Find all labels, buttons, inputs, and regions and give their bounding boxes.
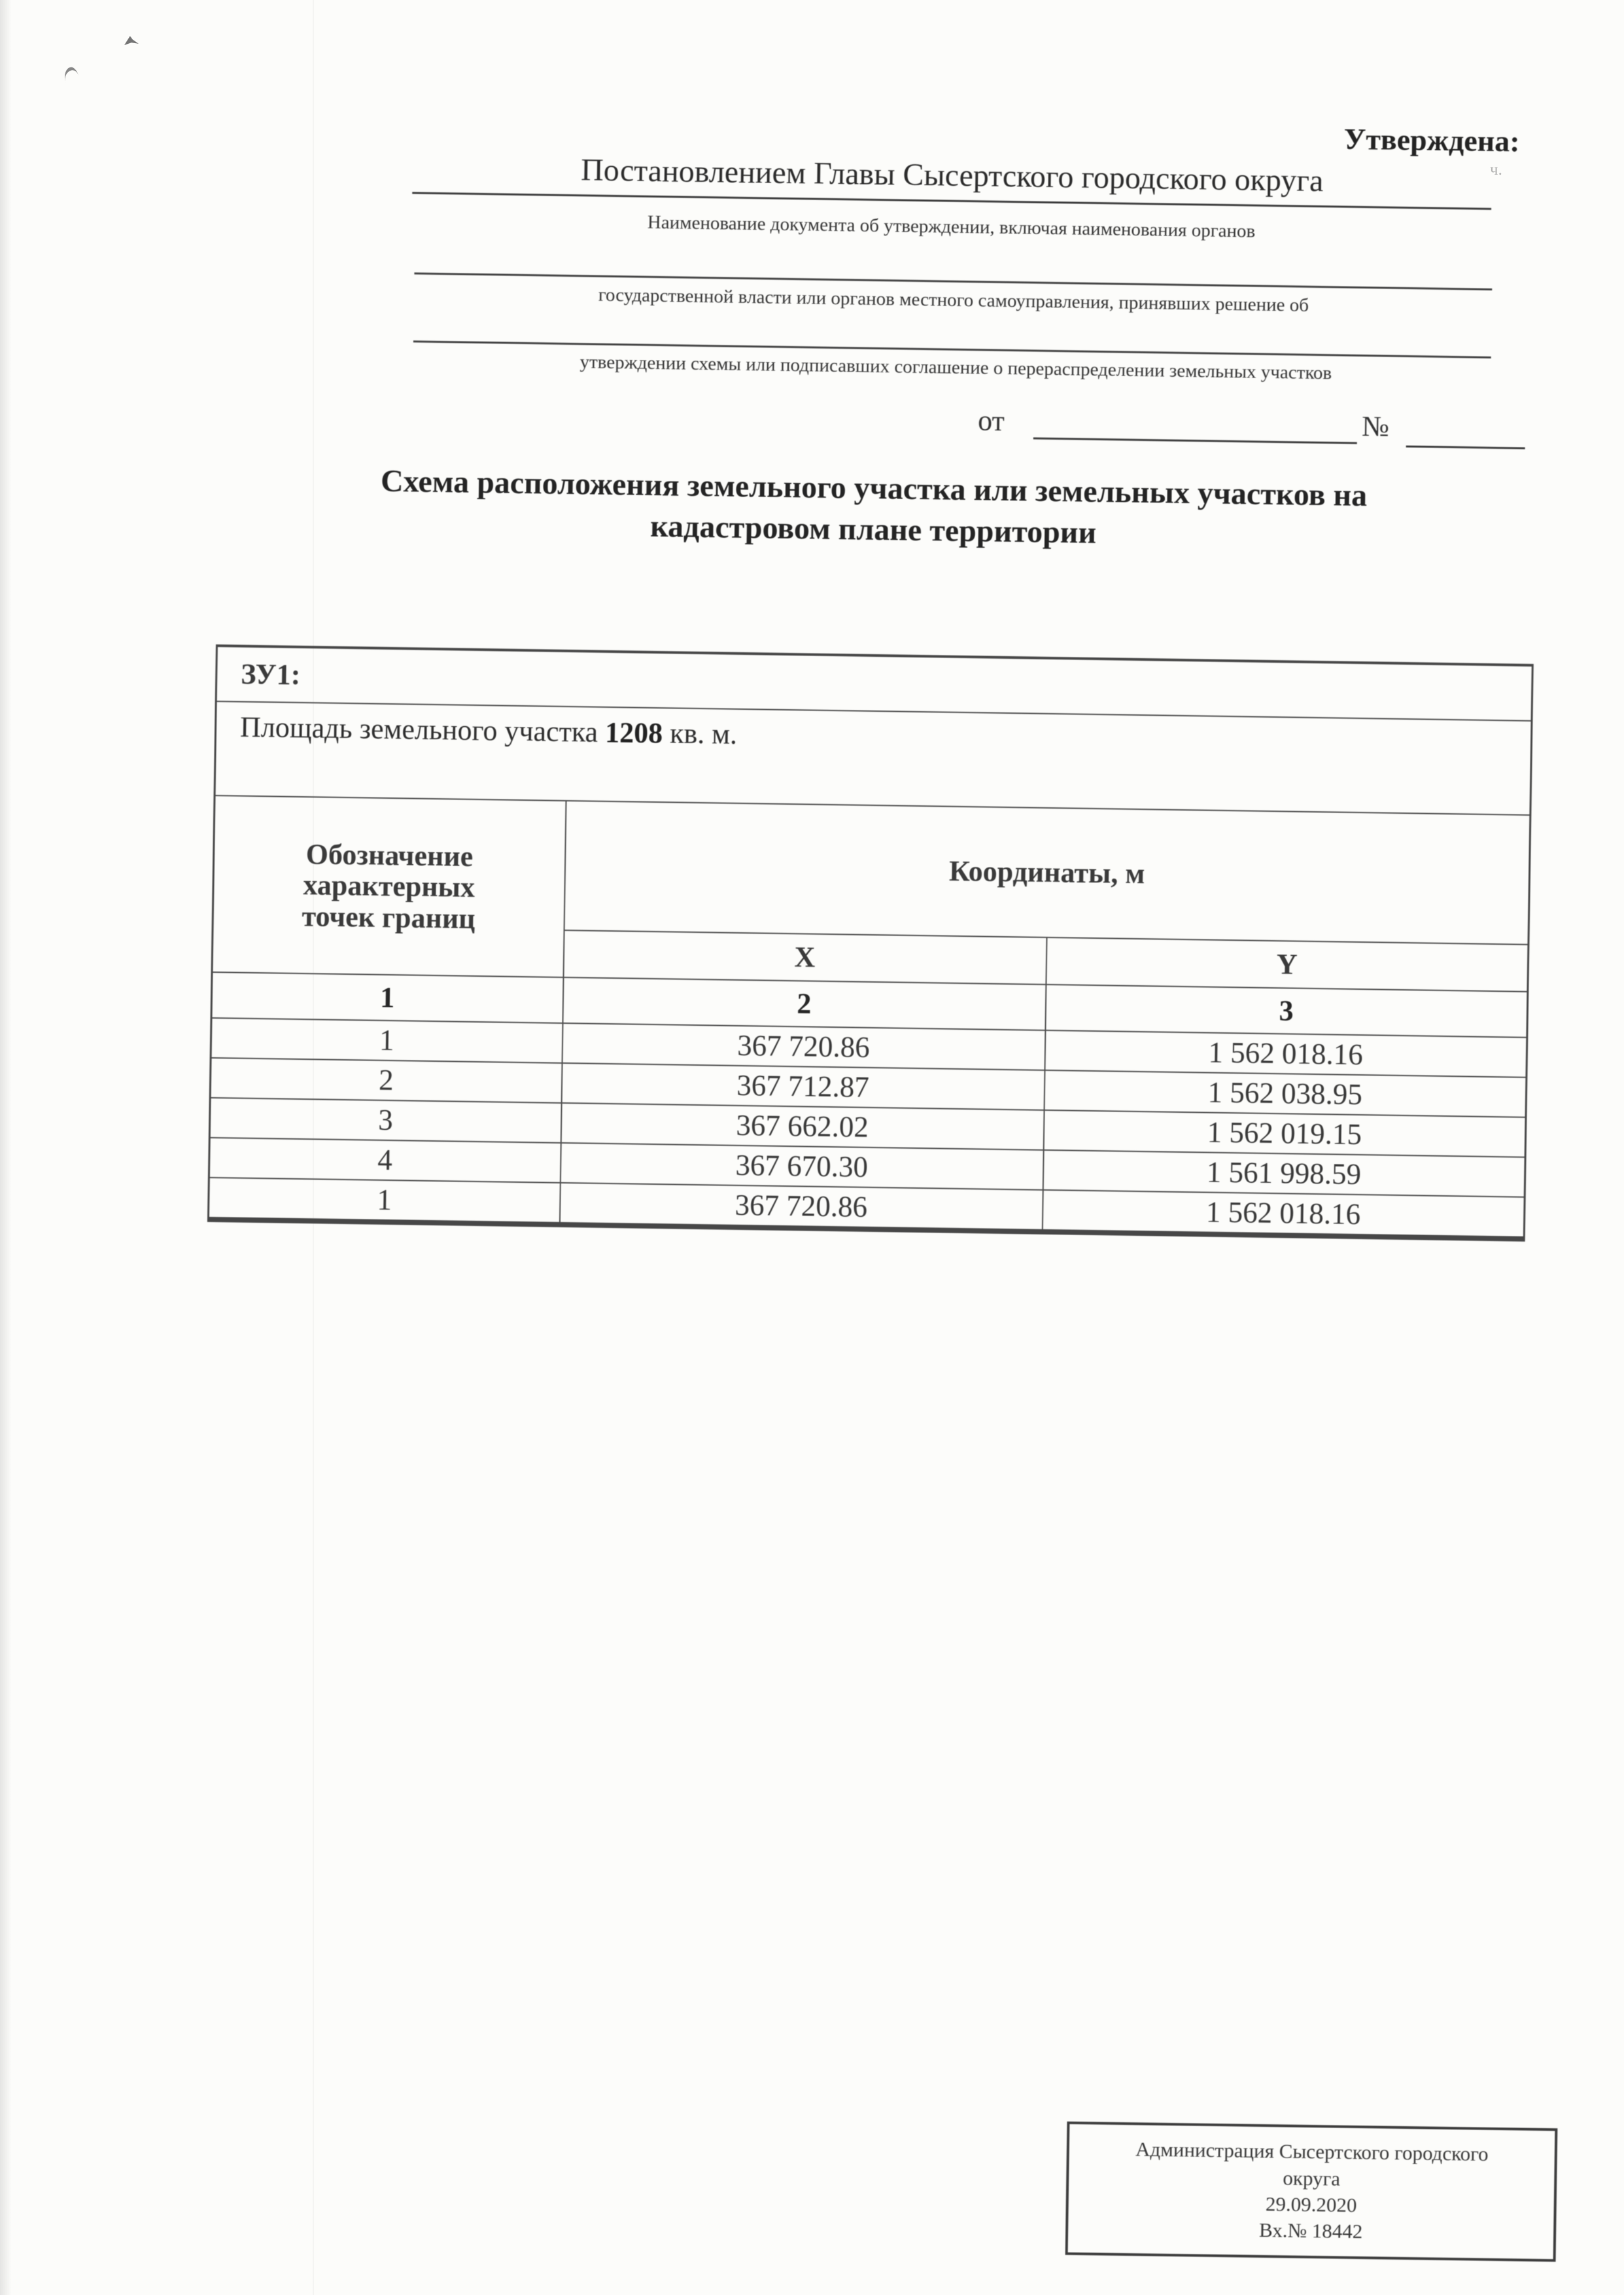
area-unit: кв. м. bbox=[669, 717, 738, 750]
x-column-header: X bbox=[563, 930, 1046, 985]
x-cell: 367 662.02 bbox=[561, 1103, 1044, 1150]
y-cell: 1 562 038.95 bbox=[1044, 1070, 1527, 1117]
stamp-entry-number: Вх.№ 18442 bbox=[1258, 2218, 1363, 2243]
x-cell: 367 712.87 bbox=[561, 1063, 1045, 1110]
stray-ink-mark: ч. bbox=[1490, 161, 1502, 179]
approval-caption-2: государственной власти или органов местного самоуправления, принявших решение об bbox=[598, 284, 1309, 316]
y-cell: 1 561 998.59 bbox=[1043, 1150, 1525, 1197]
parcel-id-cell: ЗУ1: bbox=[216, 646, 1532, 721]
table-header-row bbox=[213, 796, 1530, 945]
point-cell: 2 bbox=[210, 1058, 562, 1103]
column-number: 2 bbox=[562, 977, 1046, 1030]
coordinates-header: Координаты, м bbox=[564, 801, 1530, 945]
column-number: 1 bbox=[211, 972, 563, 1023]
y-cell: 1 562 018.16 bbox=[1042, 1190, 1525, 1239]
column-number: 3 bbox=[1045, 985, 1528, 1038]
approved-label: Утверждена: bbox=[1343, 122, 1521, 158]
area-value: 1208 bbox=[604, 716, 663, 750]
y-column-header: Y bbox=[1046, 937, 1529, 992]
point-cell: 3 bbox=[209, 1098, 561, 1143]
number-blank-line bbox=[1406, 446, 1525, 449]
approval-caption-3: утверждении схемы или подписавших соглашение о перераспределении земельных участков bbox=[579, 351, 1332, 384]
points-column-header: Обозначение характерных точек границ bbox=[212, 796, 566, 977]
stamp-date: 29.09.2020 bbox=[1265, 2192, 1357, 2216]
date-blank-line bbox=[1033, 438, 1357, 444]
stamp-organization: Администрация Сысертского городского округа bbox=[1135, 2137, 1489, 2190]
y-cell: 1 562 019.15 bbox=[1043, 1110, 1526, 1157]
registration-stamp bbox=[1065, 2122, 1558, 2262]
approval-caption-1: Наименование документа об утверждении, включая наименования органов bbox=[647, 211, 1256, 242]
area-label: Площадь земельного участка bbox=[239, 710, 598, 748]
number-sign: № bbox=[1361, 410, 1390, 443]
point-cell: 4 bbox=[209, 1138, 561, 1183]
date-number-row bbox=[396, 395, 1528, 458]
x-cell: 367 720.86 bbox=[559, 1183, 1043, 1232]
coordinates-table bbox=[207, 644, 1534, 1242]
approval-document-value: Постановлением Главы Сысертского городского округа bbox=[412, 149, 1492, 209]
x-cell: 367 670.30 bbox=[560, 1143, 1043, 1190]
point-cell: 1 bbox=[211, 1018, 562, 1063]
y-cell: 1 562 018.16 bbox=[1045, 1030, 1527, 1077]
document-title: Схема расположения земельного участка или земельных участков на кадастровом плане территории bbox=[380, 463, 1368, 551]
x-cell: 367 720.86 bbox=[562, 1023, 1045, 1070]
point-cell: 1 bbox=[208, 1178, 560, 1225]
approval-block bbox=[395, 107, 1532, 464]
from-label: от bbox=[977, 404, 1005, 437]
